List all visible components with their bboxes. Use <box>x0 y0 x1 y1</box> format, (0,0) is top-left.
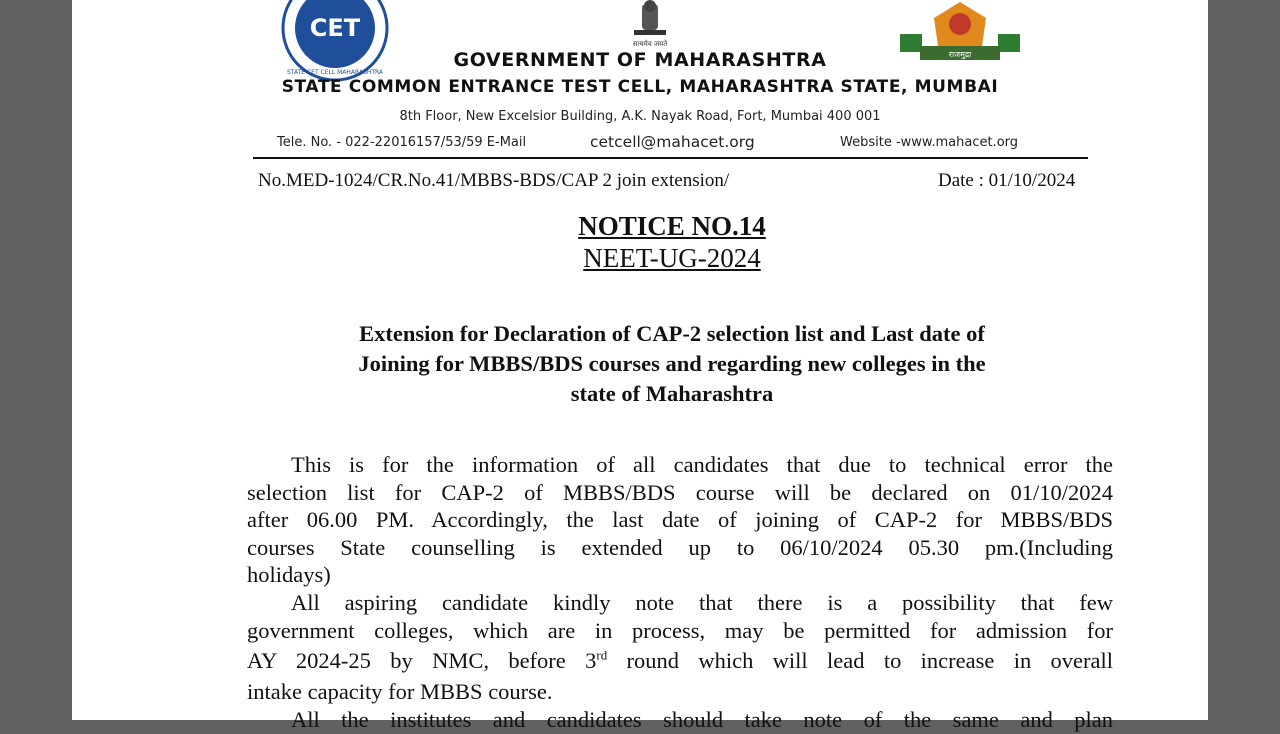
paragraph-1 <box>247 451 1113 589</box>
subject-line: Joining for MBBS/BDS courses and regarding new colleges in the <box>358 351 986 376</box>
paragraph-3 <box>247 706 1113 734</box>
subject-line: Extension for Declaration of CAP-2 selection list and Last date of <box>359 321 985 346</box>
line-text-before: AY 2024-25 by NMC, before 3 <box>247 648 597 673</box>
paragraph-2 <box>247 589 1113 705</box>
paragraph-line: courses State counselling is extended up to 06/10/2024 05.30 pm.(Including <box>247 534 1113 560</box>
paragraph-line: intake capacity for MBBS course. <box>247 678 553 704</box>
document-page <box>72 0 1208 732</box>
right-logo-caption: राजमुद्रा <box>948 50 972 59</box>
notice-subject <box>272 319 1072 409</box>
notice-exam: NEET-UG-2024 <box>583 243 761 273</box>
notice-date: Date : 01/10/2024 <box>938 170 1076 191</box>
paragraph-line: All aspiring candidate kindly note that there is a possibility that few <box>291 590 1113 615</box>
cet-logo-ring-text: STATE CET CELL MAHARASHTRA <box>286 69 384 76</box>
notice-number: NOTICE NO.14 <box>578 211 766 241</box>
email-address: cetcell@mahacet.org <box>590 133 755 151</box>
website: Website -www.mahacet.org <box>840 135 1019 150</box>
paragraph-line: All the institutes and candidates should take note of the same and plan <box>291 707 1113 732</box>
paragraph-line-with-superscript <box>247 647 1113 675</box>
contact-line <box>277 133 1057 153</box>
paragraph-line: government colleges, which are in process, may be permitted for admission for <box>247 617 1113 643</box>
emblem-caption: सत्यमेव जयते <box>632 40 668 48</box>
cet-logo-text: CET <box>309 14 361 42</box>
government-title: GOVERNMENT OF MAHARASHTRA <box>453 49 827 71</box>
header-divider <box>253 157 1088 159</box>
paragraph-line: holidays) <box>247 562 331 587</box>
reference-number: No.MED-1024/CR.No.41/MBBS-BDS/CAP 2 join extension/ <box>258 170 730 191</box>
paragraph-line: This is for the information of all candidates that due to technical error the <box>291 452 1113 477</box>
office-address: 8th Floor, New Excelsior Building, A.K. Nayak Road, Fort, Mumbai 400 001 <box>399 109 881 124</box>
national-emblem-icon <box>620 0 680 50</box>
line-text-after: round which will lead to increase in overall <box>607 648 1113 673</box>
telephone-label: Tele. No. - 022-22016157/53/59 E-Mail <box>277 135 527 150</box>
paragraph-line: after 06.00 PM. Accordingly, the last date of joining of CAP-2 for MBBS/BDS <box>247 507 1113 532</box>
cet-cell-title: STATE COMMON ENTRANCE TEST CELL, MAHARASHTRA STATE, MUMBAI <box>281 77 999 97</box>
subject-line: state of Maharashtra <box>570 381 774 406</box>
ordinal-superscript: rd <box>596 647 608 663</box>
paragraph-line: selection list for CAP-2 of MBBS/BDS course will be declared on 01/10/2024 <box>247 479 1113 505</box>
